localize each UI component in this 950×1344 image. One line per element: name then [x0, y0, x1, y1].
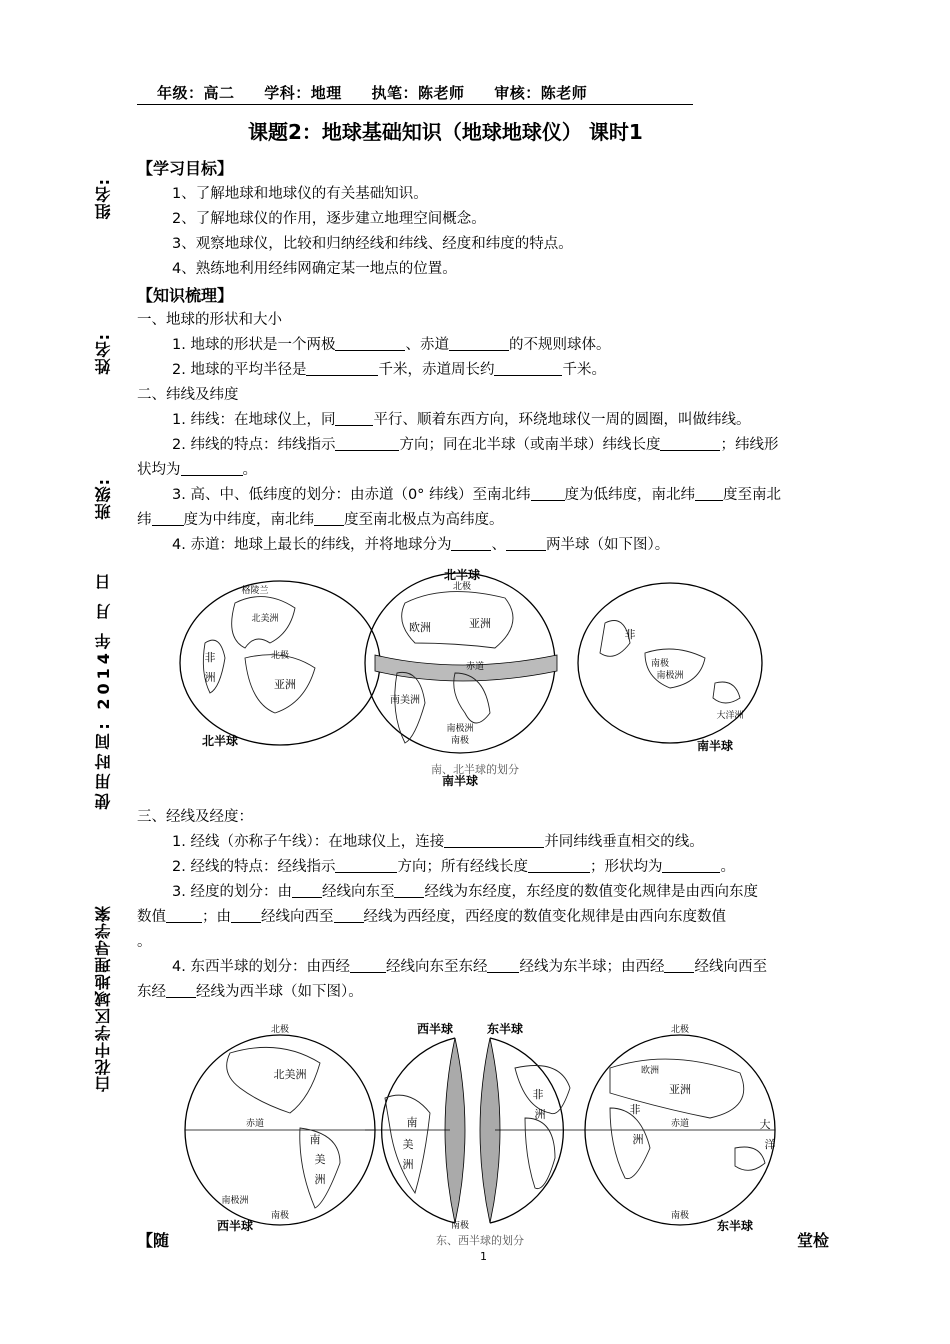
blank-field[interactable]: [335, 436, 399, 451]
question-line: 1. 地球的形状是一个两极 、赤道 的不规则球体。: [172, 337, 611, 353]
svg-text:洋: 洋: [764, 1138, 776, 1151]
blank-field[interactable]: [350, 958, 386, 973]
svg-text:南极: 南极: [270, 1211, 290, 1221]
question-line: 4. 赤道：地球上最长的纬线，并将地球分为 、 两半球（如下图）。: [172, 537, 670, 553]
svg-text:北极: 北极: [270, 651, 290, 661]
header-grade: 年级：高二: [157, 84, 235, 102]
blank-field[interactable]: [166, 983, 196, 998]
blank-field[interactable]: [231, 908, 261, 923]
question-line: 3. 经度的划分：由 经线向东至 经线为东经度，东经度的数值变化规律是由西向东度: [172, 884, 758, 900]
header-subject: 学科：地理: [264, 84, 342, 102]
svg-text:西半球: 西半球: [416, 1022, 454, 1036]
sidebar-class-label: 班级:: [94, 478, 113, 520]
svg-text:南极洲: 南极洲: [446, 724, 474, 734]
blank-field[interactable]: [487, 958, 519, 973]
svg-text:北极: 北极: [670, 1025, 690, 1035]
question-line: 状均为 。: [137, 462, 257, 478]
sidebar-date-label: 使用时间: 2014年 月 日: [94, 570, 113, 810]
svg-text:欧洲: 欧洲: [640, 1066, 660, 1076]
label: 南半球: [696, 739, 734, 753]
blank-field[interactable]: [334, 908, 364, 923]
svg-text:南: 南: [406, 1116, 418, 1129]
svg-text:西半球: 西半球: [216, 1219, 254, 1233]
svg-text:南极洲: 南极洲: [221, 1196, 249, 1206]
svg-text:南极洲: 南极洲: [656, 671, 684, 681]
question-line: 2. 地球的平均半径是 千米，赤道周长约 千米。: [172, 362, 606, 378]
svg-text:非: 非: [204, 651, 216, 664]
label: 南半球: [441, 774, 479, 788]
question-line: 4. 东西半球的划分：由西经 经线向东至东经 经线为东半球；由西经 经线向西至: [172, 959, 767, 975]
svg-text:欧洲: 欧洲: [409, 621, 431, 634]
blank-field[interactable]: [528, 858, 590, 873]
question-line: 3. 高、中、低纬度的划分：由赤道（0° 纬线）至南北纬 度为低纬度，南北纬 度至南北: [172, 487, 782, 503]
sidebar-name-label: 姓名:: [94, 333, 113, 375]
svg-text:洲: 洲: [534, 1108, 546, 1121]
blank-field[interactable]: [494, 361, 562, 376]
blank-field[interactable]: [664, 958, 694, 973]
svg-text:大: 大: [759, 1118, 771, 1131]
label: 北半球: [443, 568, 481, 582]
blank-field[interactable]: [306, 361, 378, 376]
svg-text:美: 美: [402, 1138, 414, 1151]
blank-field[interactable]: [394, 883, 424, 898]
sidebar-group-label: 组名:: [94, 178, 113, 220]
map2-caption: 东、西半球的划分: [436, 1234, 524, 1247]
section-3-heading: 三、经线及经度：: [137, 809, 253, 825]
cut-plane-east: [480, 1038, 500, 1223]
blank-field[interactable]: [292, 883, 322, 898]
blank-field[interactable]: [444, 833, 544, 848]
section-2-heading: 二、纬线及纬度: [137, 387, 239, 403]
svg-text:美: 美: [314, 1153, 326, 1166]
objective-item: 3、观察地球仪，比较和归纳经线和纬线、经度和纬度的特点。: [172, 236, 573, 252]
footer-right-text: 堂检: [797, 1231, 830, 1250]
svg-text:南极: 南极: [450, 1221, 470, 1231]
svg-text:洲: 洲: [204, 671, 216, 684]
blank-field[interactable]: [695, 486, 723, 501]
svg-text:北美洲: 北美洲: [251, 614, 279, 624]
svg-text:非: 非: [624, 628, 636, 641]
question-line: 数值 ；由 经线向西至 经线为西经度，西经度的数值变化规律是由西向东度数值: [137, 909, 726, 925]
svg-text:洲: 洲: [402, 1158, 414, 1171]
svg-text:南美洲: 南美洲: [390, 695, 420, 706]
svg-text:赤道: 赤道: [670, 1119, 690, 1129]
svg-text:非: 非: [532, 1088, 544, 1101]
knowledge-heading: 【知识梳理】: [137, 286, 234, 305]
blank-field[interactable]: [531, 486, 565, 501]
question-line: 纬 度为中纬度，南北纬 度至南北极点为高纬度。: [137, 512, 504, 528]
svg-text:北美洲: 北美洲: [273, 1068, 307, 1081]
cut-plane-west: [445, 1038, 465, 1223]
header-reviewer: 审核：陈老师: [494, 84, 588, 102]
question-line: 2. 经线的特点：经线指示 方向；所有经线长度 ；形状均为 。: [172, 859, 735, 875]
page-number: 1: [480, 1250, 487, 1263]
question-line: 。: [137, 934, 152, 950]
svg-text:赤道: 赤道: [245, 1119, 265, 1129]
lesson-title: 课题2：地球基础知识（地球地球仪） 课时1: [248, 120, 643, 144]
blank-field[interactable]: [166, 908, 202, 923]
svg-text:洲: 洲: [632, 1133, 644, 1146]
objective-item: 1、了解地球和地球仪的有关基础知识。: [172, 186, 428, 202]
question-line: 1. 纬线：在地球仪上，同 平行、顺着东西方向，环绕地球仪一周的圆圈，叫做纬线。: [172, 412, 751, 428]
svg-text:非: 非: [629, 1103, 641, 1116]
svg-text:南极: 南极: [450, 736, 470, 746]
north-south-hemisphere-map: [175, 563, 775, 788]
svg-text:亚洲: 亚洲: [669, 1083, 691, 1096]
header-writer: 执笔：陈老师: [371, 84, 465, 102]
footer-left-text: 【随: [137, 1231, 170, 1250]
east-west-hemisphere-map: [180, 1018, 780, 1248]
label: 北半球: [201, 734, 239, 748]
blank-field[interactable]: [152, 511, 184, 526]
objective-item: 2、了解地球仪的作用，逐步建立地理空间概念。: [172, 211, 486, 227]
blank-field[interactable]: [660, 436, 720, 451]
map1-caption: 南、北半球的划分: [431, 763, 519, 776]
svg-text:洲: 洲: [314, 1173, 326, 1186]
svg-text:南极: 南极: [670, 1211, 690, 1221]
blank-field[interactable]: [451, 536, 491, 551]
blank-field[interactable]: [449, 336, 509, 351]
svg-text:南: 南: [309, 1133, 321, 1146]
sidebar-school-label: 白花中学区域地理导学案: [94, 905, 113, 1092]
blank-field[interactable]: [335, 858, 397, 873]
blank-field[interactable]: [335, 336, 405, 351]
svg-text:格陵兰: 格陵兰: [241, 586, 269, 596]
objectives-heading: 【学习目标】: [137, 159, 234, 178]
svg-text:北极: 北极: [270, 1025, 290, 1035]
question-line: 东经 经线为西半球（如下图）。: [137, 984, 363, 1000]
svg-text:南极: 南极: [650, 659, 670, 669]
blank-field[interactable]: [335, 411, 373, 426]
objective-item: 4、熟练地利用经纬网确定某一地点的位置。: [172, 261, 457, 277]
question-line: 1. 经线（亦称子午线）：在地球仪上，连接 并同纬线垂直相交的线。: [172, 834, 704, 850]
svg-text:东半球: 东半球: [486, 1022, 524, 1036]
blank-field[interactable]: [181, 461, 243, 476]
blank-field[interactable]: [314, 511, 344, 526]
svg-text:大洋洲: 大洋洲: [716, 711, 744, 721]
svg-text:赤道: 赤道: [465, 662, 485, 672]
section-1-heading: 一、地球的形状和大小: [137, 312, 282, 328]
globe-west-half: [382, 1038, 455, 1223]
svg-text:亚洲: 亚洲: [274, 678, 296, 691]
svg-text:北极: 北极: [452, 582, 472, 592]
blank-field[interactable]: [506, 536, 546, 551]
header-bar: [137, 82, 693, 105]
blank-field[interactable]: [662, 858, 720, 873]
question-line: 2. 纬线的特点：纬线指示 方向；同在北半球（或南半球）纬线长度 ；纬线形: [172, 437, 779, 453]
svg-text:东半球: 东半球: [716, 1219, 754, 1233]
svg-text:亚洲: 亚洲: [469, 617, 491, 630]
